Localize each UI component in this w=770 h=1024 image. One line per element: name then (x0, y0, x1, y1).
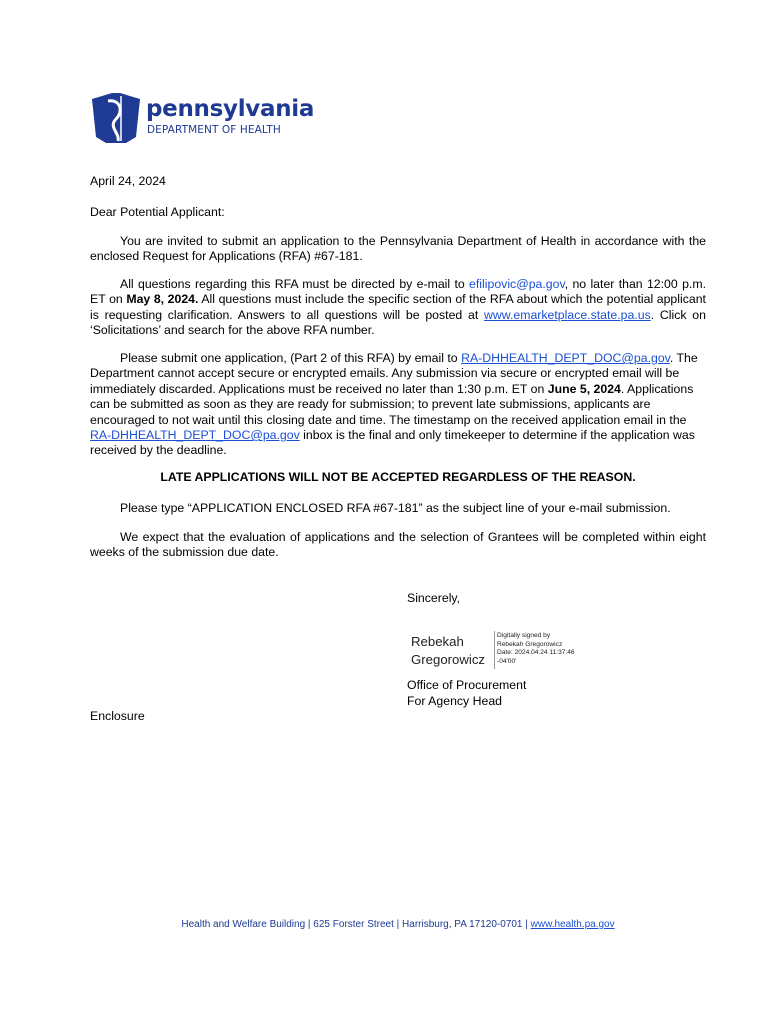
digital-signature-meta: Digitally signed by Rebekah Gregorowicz Date: 2024.04.24 11:37:46 -04'00' (497, 632, 575, 665)
enclosure-note: Enclosure (90, 709, 145, 723)
logo-department: DEPARTMENT OF HEALTH (147, 124, 281, 136)
letter-date: April 24, 2024 (90, 174, 166, 188)
paragraph-evaluation: We expect that the evaluation of applications and the selection of Grantees will be completed within eight weeks of the submission due date. (90, 530, 706, 560)
footer-address: Health and Welfare Building | 625 Forster Street | Harrisburg, PA 17120-0701 | www.health.pa.gov (181, 919, 615, 930)
paragraph-subject-line: Please type “APPLICATION ENCLOSED RFA #67-181” as the subject line of your e-mail submission. (120, 501, 671, 515)
paragraph-invitation: You are invited to submit an application to the Pennsylvania Department of Health in accordance with the enclosed Request for Applications (RFA) #67-181. (90, 234, 706, 264)
footer-website-link[interactable]: www.health.pa.gov (530, 919, 615, 930)
late-warning: LATE APPLICATIONS WILL NOT BE ACCEPTED REGARDLESS OF THE REASON. (160, 470, 636, 484)
submission-deadline: June 5, 2024 (547, 381, 621, 396)
closing: Sincerely, (407, 591, 461, 605)
inbox-email-link[interactable]: RA-DHHEALTH_DEPT_DOC@pa.gov (90, 428, 300, 443)
digital-signature-name: Rebekah Gregorowicz (411, 634, 486, 667)
emarketplace-link[interactable]: www.emarketplace.state.pa.us (483, 307, 651, 322)
keystone-logo-icon (90, 93, 142, 143)
logo-wordmark: pennsylvania (146, 96, 315, 122)
salutation: Dear Potential Applicant: (90, 205, 225, 219)
paragraph-questions: All questions regarding this RFA must be directed by e-mail to efilipovic@pa.gov, no later than 12:00 p.m. ET on May 8, 2024. All questions must include the specific section of the RFA about which the potential applicant is requesting clarification. Answers to all questions will be posted at www.emarketplace.state.pa.us. Click on ‘Solicitations’ and search for the above RFA number. (90, 277, 706, 338)
office-of-procurement: Office of Procurement (407, 678, 527, 692)
paragraph-submission: Please submit one application, (Part 2 of this RFA) by email to RA-DHHEALTH_DEPT_DOC@pa.gov. The Department cannot accept secure or encrypted emails. Any submission via secure or encrypted email will be immediately discarded. Applications must be received no later than 1:30 p.m. ET on June 5, 2024. Applications can be submitted as soon as they are ready for submission; to prevent late submissions, applicants are encouraged to not wait until this closing date and time. The timestamp on the received application email in the RA-DHHEALTH_DEPT_DOC@pa.gov inbox is the final and only timekeeper to determine if the application was received by the deadline. (90, 351, 698, 458)
for-agency-head: For Agency Head (407, 694, 503, 708)
questions-email-link[interactable]: efilipovic@pa.gov (469, 277, 565, 291)
questions-deadline: May 8, 2024. (126, 292, 199, 307)
signature-divider (494, 631, 495, 669)
submission-email-link[interactable]: RA-DHHEALTH_DEPT_DOC@pa.gov (461, 351, 670, 365)
